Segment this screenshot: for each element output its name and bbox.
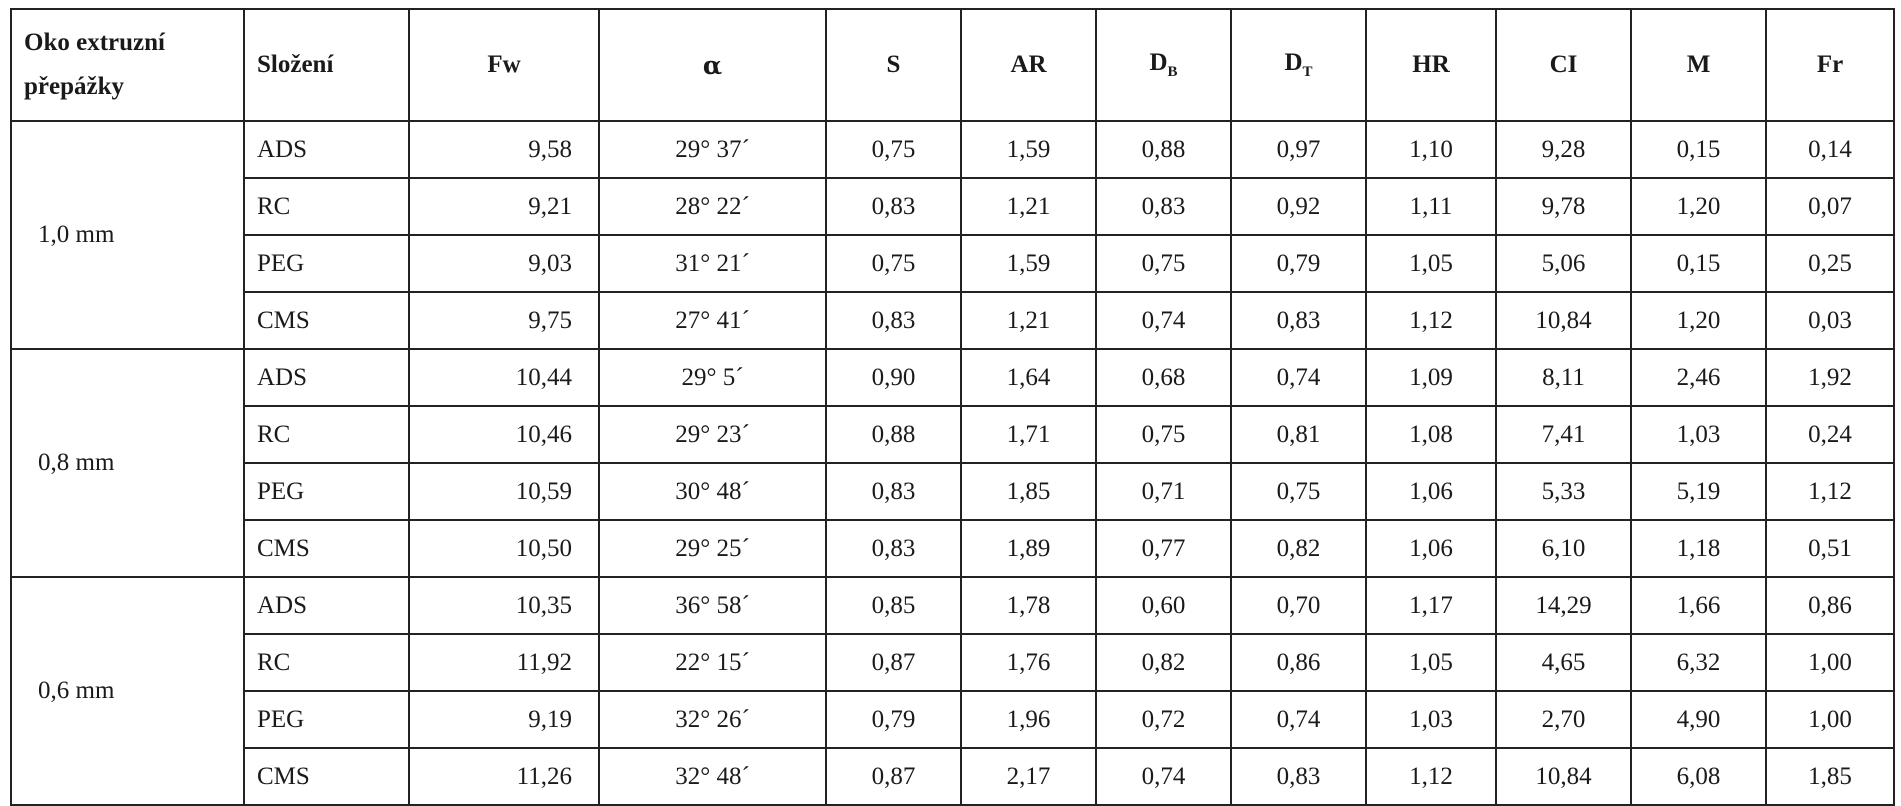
fr-cell: 1,92 xyxy=(1766,349,1894,406)
m-cell: 4,90 xyxy=(1631,691,1766,748)
alpha-cell: 32° 48´ xyxy=(599,748,826,805)
header-db-main: D xyxy=(1149,49,1168,76)
ci-cell: 4,65 xyxy=(1496,634,1631,691)
hr-cell: 1,06 xyxy=(1366,520,1496,577)
dt-cell: 0,75 xyxy=(1231,463,1366,520)
header-row xyxy=(11,9,1894,121)
composition-cell: RC xyxy=(244,406,409,463)
ar-cell: 1,71 xyxy=(961,406,1096,463)
s-cell: 0,87 xyxy=(826,748,961,805)
group-label-cell: 1,0 mm xyxy=(11,121,244,349)
db-cell: 0,88 xyxy=(1096,121,1231,178)
m-cell: 1,18 xyxy=(1631,520,1766,577)
s-cell: 0,83 xyxy=(826,463,961,520)
alpha-cell: 36° 58´ xyxy=(599,577,826,634)
table-body xyxy=(11,121,1894,805)
header-cell-db xyxy=(1096,9,1231,121)
composition-cell: PEG xyxy=(244,235,409,292)
db-cell: 0,82 xyxy=(1096,634,1231,691)
m-cell: 1,03 xyxy=(1631,406,1766,463)
hr-cell: 1,09 xyxy=(1366,349,1496,406)
db-cell: 0,72 xyxy=(1096,691,1231,748)
hr-cell: 1,12 xyxy=(1366,292,1496,349)
fr-cell: 0,86 xyxy=(1766,577,1894,634)
m-cell: 1,20 xyxy=(1631,178,1766,235)
header-cell-alpha: α xyxy=(599,9,826,121)
composition-cell: CMS xyxy=(244,292,409,349)
fr-cell: 0,25 xyxy=(1766,235,1894,292)
header-cell-extrusion-screen: Oko extruzní přepážky xyxy=(11,9,244,121)
header-dt-main: D xyxy=(1284,49,1303,76)
db-cell: 0,83 xyxy=(1096,178,1231,235)
hr-cell: 1,17 xyxy=(1366,577,1496,634)
fr-cell: 0,07 xyxy=(1766,178,1894,235)
hr-cell: 1,08 xyxy=(1366,406,1496,463)
dt-cell: 0,92 xyxy=(1231,178,1366,235)
table-row xyxy=(11,748,1894,805)
table-row xyxy=(11,406,1894,463)
alpha-cell: 29° 23´ xyxy=(599,406,826,463)
fr-cell: 0,14 xyxy=(1766,121,1894,178)
m-cell: 0,15 xyxy=(1631,121,1766,178)
fw-cell: 9,75 xyxy=(409,292,599,349)
alpha-cell: 29° 5´ xyxy=(599,349,826,406)
hr-cell: 1,12 xyxy=(1366,748,1496,805)
alpha-cell: 29° 25´ xyxy=(599,520,826,577)
fr-cell: 1,12 xyxy=(1766,463,1894,520)
ar-cell: 1,96 xyxy=(961,691,1096,748)
db-cell: 0,74 xyxy=(1096,292,1231,349)
header-cell-composition: Složení xyxy=(244,9,409,121)
s-cell: 0,83 xyxy=(826,178,961,235)
group-label-cell: 0,8 mm xyxy=(11,349,244,577)
m-cell: 0,15 xyxy=(1631,235,1766,292)
composition-cell: PEG xyxy=(244,691,409,748)
composition-cell: CMS xyxy=(244,748,409,805)
db-cell: 0,74 xyxy=(1096,748,1231,805)
ar-cell: 1,21 xyxy=(961,178,1096,235)
fw-cell: 9,03 xyxy=(409,235,599,292)
dt-cell: 0,83 xyxy=(1231,292,1366,349)
composition-cell: PEG xyxy=(244,463,409,520)
composition-cell: ADS xyxy=(244,577,409,634)
alpha-cell: 31° 21´ xyxy=(599,235,826,292)
table-row xyxy=(11,520,1894,577)
alpha-cell: 30° 48´ xyxy=(599,463,826,520)
s-cell: 0,87 xyxy=(826,634,961,691)
dt-cell: 0,74 xyxy=(1231,349,1366,406)
s-cell: 0,83 xyxy=(826,520,961,577)
fw-cell: 10,50 xyxy=(409,520,599,577)
dt-cell: 0,79 xyxy=(1231,235,1366,292)
hr-cell: 1,06 xyxy=(1366,463,1496,520)
ci-cell: 2,70 xyxy=(1496,691,1631,748)
table-row xyxy=(11,577,1894,634)
table-row xyxy=(11,121,1894,178)
composition-cell: CMS xyxy=(244,520,409,577)
ci-cell: 9,28 xyxy=(1496,121,1631,178)
fw-cell: 10,59 xyxy=(409,463,599,520)
composition-cell: ADS xyxy=(244,121,409,178)
db-cell: 0,75 xyxy=(1096,406,1231,463)
table-row xyxy=(11,634,1894,691)
hr-cell: 1,05 xyxy=(1366,634,1496,691)
ci-cell: 10,84 xyxy=(1496,292,1631,349)
group-label-cell: 0,6 mm xyxy=(11,577,244,805)
hr-cell: 1,05 xyxy=(1366,235,1496,292)
fr-cell: 1,85 xyxy=(1766,748,1894,805)
s-cell: 0,75 xyxy=(826,121,961,178)
ar-cell: 1,59 xyxy=(961,121,1096,178)
ci-cell: 9,78 xyxy=(1496,178,1631,235)
composition-cell: RC xyxy=(244,178,409,235)
header-cell-ar: AR xyxy=(961,9,1096,121)
hr-cell: 1,10 xyxy=(1366,121,1496,178)
s-cell: 0,85 xyxy=(826,577,961,634)
fw-cell: 11,92 xyxy=(409,634,599,691)
ci-cell: 10,84 xyxy=(1496,748,1631,805)
table-row xyxy=(11,349,1894,406)
fw-cell: 10,35 xyxy=(409,577,599,634)
m-cell: 6,08 xyxy=(1631,748,1766,805)
db-cell: 0,77 xyxy=(1096,520,1231,577)
ar-cell: 1,85 xyxy=(961,463,1096,520)
header-dt-sub: T xyxy=(1302,64,1313,80)
composition-cell: ADS xyxy=(244,349,409,406)
m-cell: 1,66 xyxy=(1631,577,1766,634)
fr-cell: 1,00 xyxy=(1766,634,1894,691)
header-cell-ci: CI xyxy=(1496,9,1631,121)
dt-cell: 0,74 xyxy=(1231,691,1366,748)
table-row xyxy=(11,235,1894,292)
m-cell: 2,46 xyxy=(1631,349,1766,406)
s-cell: 0,79 xyxy=(826,691,961,748)
m-cell: 1,20 xyxy=(1631,292,1766,349)
composition-cell: RC xyxy=(244,634,409,691)
fw-cell: 10,46 xyxy=(409,406,599,463)
s-cell: 0,88 xyxy=(826,406,961,463)
s-cell: 0,83 xyxy=(826,292,961,349)
table-row xyxy=(11,292,1894,349)
header-cell-fr: Fr xyxy=(1766,9,1894,121)
header-cell-hr: HR xyxy=(1366,9,1496,121)
header-cell-s: S xyxy=(826,9,961,121)
dt-cell: 0,81 xyxy=(1231,406,1366,463)
ar-cell: 1,64 xyxy=(961,349,1096,406)
header-cell-dt xyxy=(1231,9,1366,121)
m-cell: 6,32 xyxy=(1631,634,1766,691)
fr-cell: 1,00 xyxy=(1766,691,1894,748)
m-cell: 5,19 xyxy=(1631,463,1766,520)
fw-cell: 9,58 xyxy=(409,121,599,178)
header-cell-m: M xyxy=(1631,9,1766,121)
ci-cell: 5,06 xyxy=(1496,235,1631,292)
table-row xyxy=(11,691,1894,748)
ar-cell: 1,76 xyxy=(961,634,1096,691)
s-cell: 0,90 xyxy=(826,349,961,406)
fw-cell: 11,26 xyxy=(409,748,599,805)
db-cell: 0,75 xyxy=(1096,235,1231,292)
ar-cell: 1,89 xyxy=(961,520,1096,577)
ci-cell: 6,10 xyxy=(1496,520,1631,577)
ar-cell: 1,21 xyxy=(961,292,1096,349)
db-cell: 0,71 xyxy=(1096,463,1231,520)
fr-cell: 0,51 xyxy=(1766,520,1894,577)
db-cell: 0,68 xyxy=(1096,349,1231,406)
fw-cell: 10,44 xyxy=(409,349,599,406)
ar-cell: 1,78 xyxy=(961,577,1096,634)
ci-cell: 14,29 xyxy=(1496,577,1631,634)
s-cell: 0,75 xyxy=(826,235,961,292)
header-db-sub: B xyxy=(1167,64,1178,80)
hr-cell: 1,11 xyxy=(1366,178,1496,235)
ci-cell: 8,11 xyxy=(1496,349,1631,406)
data-table xyxy=(10,8,1895,806)
hr-cell: 1,03 xyxy=(1366,691,1496,748)
header-cell-fw: Fw xyxy=(409,9,599,121)
dt-cell: 0,70 xyxy=(1231,577,1366,634)
data-table-container xyxy=(10,8,1893,792)
fw-cell: 9,21 xyxy=(409,178,599,235)
ci-cell: 7,41 xyxy=(1496,406,1631,463)
dt-cell: 0,82 xyxy=(1231,520,1366,577)
ar-cell: 1,59 xyxy=(961,235,1096,292)
alpha-cell: 27° 41´ xyxy=(599,292,826,349)
dt-cell: 0,83 xyxy=(1231,748,1366,805)
ar-cell: 2,17 xyxy=(961,748,1096,805)
table-row xyxy=(11,463,1894,520)
alpha-cell: 29° 37´ xyxy=(599,121,826,178)
fr-cell: 0,24 xyxy=(1766,406,1894,463)
alpha-cell: 32° 26´ xyxy=(599,691,826,748)
alpha-cell: 22° 15´ xyxy=(599,634,826,691)
dt-cell: 0,86 xyxy=(1231,634,1366,691)
ci-cell: 5,33 xyxy=(1496,463,1631,520)
alpha-cell: 28° 22´ xyxy=(599,178,826,235)
db-cell: 0,60 xyxy=(1096,577,1231,634)
table-row xyxy=(11,178,1894,235)
dt-cell: 0,97 xyxy=(1231,121,1366,178)
fr-cell: 0,03 xyxy=(1766,292,1894,349)
fw-cell: 9,19 xyxy=(409,691,599,748)
